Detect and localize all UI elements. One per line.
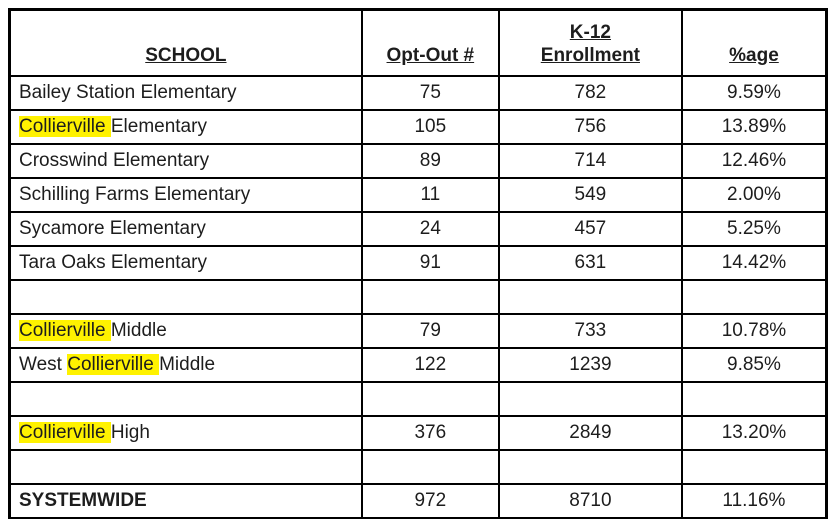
highlighted-text: Collierville <box>19 320 111 342</box>
percentage-cell: 12.46% <box>682 144 827 178</box>
opt-out-cell <box>362 382 499 416</box>
enrollment-cell: 733 <box>499 314 682 348</box>
percentage-cell: 13.89% <box>682 110 827 144</box>
enrollment-cell <box>499 382 682 416</box>
enrollment-cell: 631 <box>499 246 682 280</box>
table-body <box>10 76 827 519</box>
school-name-text: Middle <box>110 320 167 342</box>
school-cell <box>10 450 362 484</box>
table-row <box>10 314 827 348</box>
table-row <box>10 246 827 280</box>
school-name-text: Bailey Station Elementary <box>19 82 237 104</box>
school-cell <box>10 76 362 110</box>
school-cell <box>10 484 362 519</box>
school-cell <box>10 246 362 280</box>
spacer-row <box>10 450 827 484</box>
enrollment-cell <box>499 280 682 314</box>
enrollment-cell: 782 <box>499 76 682 110</box>
opt-out-cell <box>362 450 499 484</box>
percentage-cell: 11.16% <box>682 484 827 519</box>
school-cell <box>10 178 362 212</box>
enrollment-cell <box>499 450 682 484</box>
school-name-text: West <box>19 354 68 376</box>
percentage-cell: 10.78% <box>682 314 827 348</box>
table-row <box>10 178 827 212</box>
table-row <box>10 212 827 246</box>
percentage-cell <box>682 450 827 484</box>
school-name-text: Elementary <box>110 116 207 138</box>
opt-out-cell: 122 <box>362 348 499 382</box>
school-name-text: Sycamore Elementary <box>19 218 206 240</box>
opt-out-cell: 91 <box>362 246 499 280</box>
column-header-opt_out <box>362 10 499 77</box>
column-header-label: Opt-Out # <box>386 45 475 67</box>
column-header-label: %age <box>729 45 779 67</box>
enrollment-cell: 714 <box>499 144 682 178</box>
percentage-cell: 14.42% <box>682 246 827 280</box>
enrollment-cell: 1239 <box>499 348 682 382</box>
column-header-label: SCHOOL <box>145 45 227 67</box>
school-name-text: Crosswind Elementary <box>19 150 210 172</box>
table-row <box>10 484 827 519</box>
spacer-row <box>10 382 827 416</box>
opt-out-cell: 89 <box>362 144 499 178</box>
table-row <box>10 348 827 382</box>
highlighted-text: Collierville <box>67 354 160 376</box>
opt-out-table <box>8 8 828 519</box>
opt-out-cell: 972 <box>362 484 499 519</box>
column-header-label: K-12 <box>569 21 611 43</box>
table-row <box>10 416 827 450</box>
enrollment-cell: 2849 <box>499 416 682 450</box>
column-header-enrollment <box>499 10 682 77</box>
school-cell <box>10 416 362 450</box>
highlighted-text: Collierville <box>19 116 111 138</box>
enrollment-cell: 549 <box>499 178 682 212</box>
school-cell <box>10 144 362 178</box>
school-cell <box>10 382 362 416</box>
table-header <box>10 10 827 77</box>
percentage-cell: 13.20% <box>682 416 827 450</box>
table-row <box>10 110 827 144</box>
column-header-school <box>10 10 362 77</box>
opt-out-cell: 75 <box>362 76 499 110</box>
opt-out-cell: 105 <box>362 110 499 144</box>
school-cell <box>10 314 362 348</box>
column-header-label: Enrollment <box>540 45 640 67</box>
school-cell <box>10 348 362 382</box>
percentage-cell: 9.85% <box>682 348 827 382</box>
column-header-pct <box>682 10 827 77</box>
enrollment-cell: 457 <box>499 212 682 246</box>
enrollment-cell: 8710 <box>499 484 682 519</box>
school-cell <box>10 110 362 144</box>
school-name-text: SYSTEMWIDE <box>19 490 147 512</box>
school-cell <box>10 280 362 314</box>
enrollment-cell: 756 <box>499 110 682 144</box>
table-row <box>10 76 827 110</box>
percentage-cell: 5.25% <box>682 212 827 246</box>
highlighted-text: Collierville <box>19 422 111 444</box>
school-name-text: High <box>110 422 150 444</box>
school-name-text: Schilling Farms Elementary <box>19 184 251 206</box>
school-name-text: Middle <box>159 354 216 376</box>
spacer-row <box>10 280 827 314</box>
opt-out-cell: 11 <box>362 178 499 212</box>
school-name-text: Tara Oaks Elementary <box>19 252 207 274</box>
opt-out-cell: 376 <box>362 416 499 450</box>
percentage-cell <box>682 382 827 416</box>
table-row <box>10 144 827 178</box>
school-cell <box>10 212 362 246</box>
header-row <box>10 10 827 77</box>
percentage-cell: 9.59% <box>682 76 827 110</box>
percentage-cell <box>682 280 827 314</box>
opt-out-cell <box>362 280 499 314</box>
opt-out-cell: 79 <box>362 314 499 348</box>
percentage-cell: 2.00% <box>682 178 827 212</box>
opt-out-cell: 24 <box>362 212 499 246</box>
